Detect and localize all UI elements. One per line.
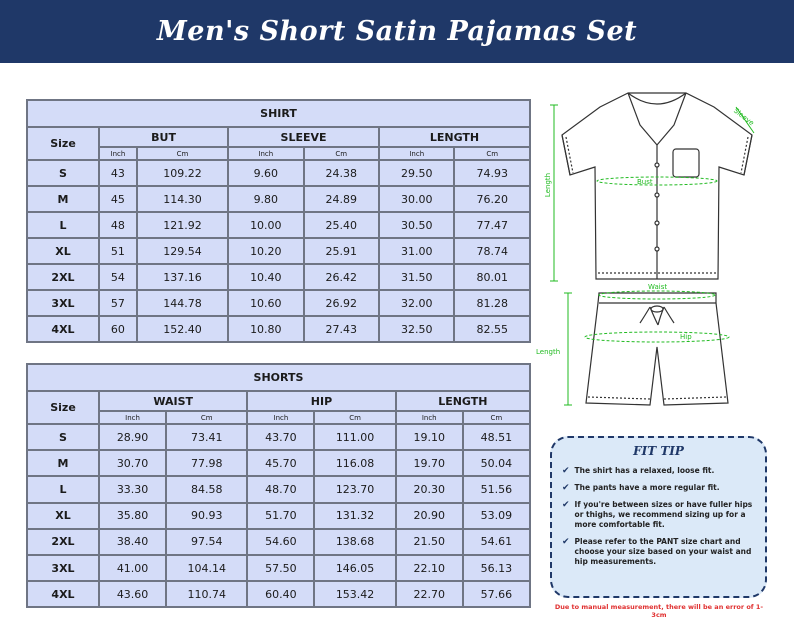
value-cell: 144.78 [137,290,228,316]
value-cell: 43.60 [99,581,166,607]
fit-tip-item [562,537,755,567]
table-row [27,212,530,238]
unit-header: Inch [99,411,166,424]
size-header: Size [27,127,99,160]
value-cell: 9.60 [228,160,303,186]
value-cell: 97.54 [166,529,247,555]
value-cell: 10.60 [228,290,303,316]
check-icon: ✔ [562,537,570,547]
table-row [27,160,530,186]
table-title: SHORTS [27,364,530,391]
value-cell: 9.80 [228,186,303,212]
unit-header: Cm [304,147,379,160]
table-row [27,476,530,502]
fit-tip-box [550,436,767,598]
fit-tip-text: If you're between sizes or have fuller hips or thighs, we recommend sizing up for a more comfortable fit. [574,500,753,529]
value-cell: 32.00 [379,290,454,316]
value-cell: 48.70 [247,476,314,502]
value-cell: 53.09 [463,503,530,529]
table-row [27,290,530,316]
size-cell: 2XL [27,264,99,290]
hip-label: Hip [680,333,692,341]
size-cell: L [27,212,99,238]
value-cell: 138.68 [314,529,395,555]
unit-header: Inch [228,147,303,160]
table-row [27,186,530,212]
value-cell: 82.55 [454,316,530,342]
value-cell: 10.00 [228,212,303,238]
value-cell: 111.00 [314,424,395,450]
table-row [27,450,530,476]
unit-header: Inch [99,147,137,160]
value-cell: 24.38 [304,160,379,186]
table-row [27,503,530,529]
value-cell: 22.70 [396,581,463,607]
value-cell: 48 [99,212,137,238]
value-cell: 137.16 [137,264,228,290]
value-cell: 32.50 [379,316,454,342]
check-icon: ✔ [562,500,570,510]
value-cell: 51 [99,238,137,264]
unit-header: Cm [166,411,247,424]
value-cell: 54.60 [247,529,314,555]
check-icon: ✔ [562,483,570,493]
check-icon: ✔ [562,466,570,476]
value-cell: 45 [99,186,137,212]
fit-tip-list [562,466,755,567]
value-cell: 77.98 [166,450,247,476]
size-cell: S [27,424,99,450]
value-cell: 104.14 [166,555,247,581]
unit-header: Inch [247,411,314,424]
value-cell: 57.66 [463,581,530,607]
value-cell: 30.70 [99,450,166,476]
fit-tip-text: Please refer to the PANT size chart and choose your size based on your waist and hip measurements. [574,537,752,566]
column-group-header: HIP [247,391,395,411]
value-cell: 38.40 [99,529,166,555]
value-cell: 21.50 [396,529,463,555]
table-row [27,238,530,264]
value-cell: 26.92 [304,290,379,316]
value-cell: 26.42 [304,264,379,290]
garment-diagram [536,85,794,425]
fit-tip-title: FIT TIP [633,444,684,458]
table-row [27,316,530,342]
value-cell: 45.70 [247,450,314,476]
value-cell: 74.93 [454,160,530,186]
value-cell: 54.61 [463,529,530,555]
column-group-header: LENGTH [379,127,530,147]
header-banner [0,0,794,63]
value-cell: 78.74 [454,238,530,264]
value-cell: 56.13 [463,555,530,581]
measurement-error-note: Due to manual measurement, there will be an error of 1-3cm [554,603,764,619]
value-cell: 114.30 [137,186,228,212]
column-group-header: WAIST [99,391,247,411]
value-cell: 41.00 [99,555,166,581]
value-cell: 30.00 [379,186,454,212]
value-cell: 76.20 [454,186,530,212]
column-group-header: SLEEVE [228,127,379,147]
value-cell: 57 [99,290,137,316]
value-cell: 153.42 [314,581,395,607]
value-cell: 60 [99,316,137,342]
table-row [27,529,530,555]
value-cell: 48.51 [463,424,530,450]
fit-tip-item [562,500,755,530]
size-cell: XL [27,503,99,529]
column-group-header: BUT [99,127,228,147]
size-cell: 3XL [27,555,99,581]
value-cell: 109.22 [137,160,228,186]
value-cell: 152.40 [137,316,228,342]
value-cell: 116.08 [314,450,395,476]
size-cell: S [27,160,99,186]
size-cell: L [27,476,99,502]
value-cell: 123.70 [314,476,395,502]
size-cell: XL [27,238,99,264]
sleeve-label: Sleeve [732,106,756,128]
value-cell: 20.30 [396,476,463,502]
value-cell: 20.90 [396,503,463,529]
value-cell: 10.80 [228,316,303,342]
unit-header: Inch [396,411,463,424]
value-cell: 25.40 [304,212,379,238]
value-cell: 73.41 [166,424,247,450]
page-title: Men's Short Satin Pajamas Set [156,16,638,47]
value-cell: 80.01 [454,264,530,290]
table-row [27,264,530,290]
unit-header: Cm [463,411,530,424]
unit-header: Cm [454,147,530,160]
value-cell: 77.47 [454,212,530,238]
value-cell: 43.70 [247,424,314,450]
value-cell: 131.32 [314,503,395,529]
bust-label: Bust [637,178,653,186]
value-cell: 29.50 [379,160,454,186]
value-cell: 19.70 [396,450,463,476]
waist-label: Waist [648,283,668,291]
value-cell: 90.93 [166,503,247,529]
value-cell: 51.56 [463,476,530,502]
shorts-length-label: Length [536,348,561,356]
value-cell: 22.10 [396,555,463,581]
value-cell: 60.40 [247,581,314,607]
value-cell: 54 [99,264,137,290]
value-cell: 27.43 [304,316,379,342]
value-cell: 24.89 [304,186,379,212]
fit-tip-item [562,483,755,493]
unit-header: Inch [379,147,454,160]
shirt-length-label: Length [544,172,553,198]
size-cell: M [27,450,99,476]
size-cell: 4XL [27,316,99,342]
fit-tip-item [562,466,755,476]
unit-header: Cm [314,411,395,424]
fit-tip-text: The pants have a more regular fit. [574,483,720,492]
value-cell: 51.70 [247,503,314,529]
fit-tip-text: The shirt has a relaxed, loose fit. [574,466,715,475]
value-cell: 129.54 [137,238,228,264]
value-cell: 57.50 [247,555,314,581]
size-cell: M [27,186,99,212]
value-cell: 25.91 [304,238,379,264]
value-cell: 19.10 [396,424,463,450]
value-cell: 31.00 [379,238,454,264]
size-header: Size [27,391,99,424]
value-cell: 33.30 [99,476,166,502]
column-group-header: LENGTH [396,391,530,411]
value-cell: 35.80 [99,503,166,529]
table-row [27,581,530,607]
table-title: SHIRT [27,100,530,127]
size-cell: 3XL [27,290,99,316]
shirt-size-table [26,99,531,343]
value-cell: 84.58 [166,476,247,502]
value-cell: 81.28 [454,290,530,316]
value-cell: 10.20 [228,238,303,264]
size-cell: 4XL [27,581,99,607]
size-cell: 2XL [27,529,99,555]
table-row [27,424,530,450]
value-cell: 30.50 [379,212,454,238]
value-cell: 31.50 [379,264,454,290]
shorts-size-table [26,363,531,608]
value-cell: 121.92 [137,212,228,238]
value-cell: 10.40 [228,264,303,290]
value-cell: 50.04 [463,450,530,476]
table-row [27,555,530,581]
value-cell: 146.05 [314,555,395,581]
value-cell: 110.74 [166,581,247,607]
shirt-illustration [540,85,794,425]
value-cell: 28.90 [99,424,166,450]
unit-header: Cm [137,147,228,160]
value-cell: 43 [99,160,137,186]
